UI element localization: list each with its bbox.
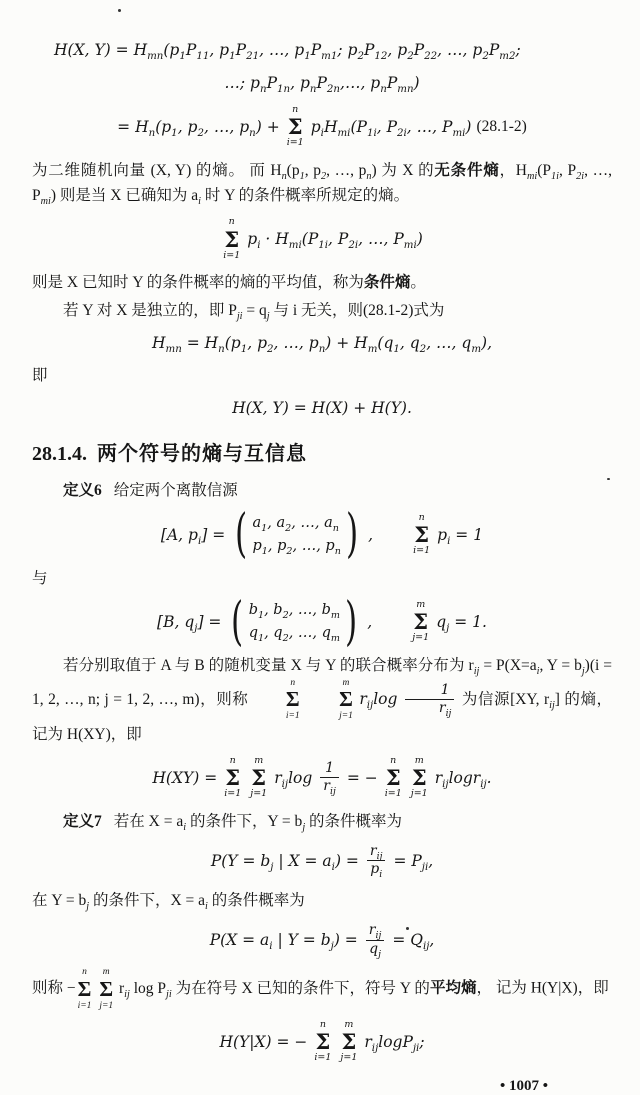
formula-text: [B, $q_j$] = [157,612,222,634]
fraction-denominator: $r_{ij}$ [405,699,455,718]
fraction [367,843,386,879]
fraction-denominator: $r_{ij}$ [320,777,339,796]
summation-symbol [411,756,428,800]
sum-lower-limit: i=1 [77,1000,92,1011]
right-paren: ) [345,504,359,565]
formula-text: H(X, Y) = H(X) + H(Y). [232,399,412,418]
sum-lower-limit: i=1 [223,249,241,261]
fraction [320,760,339,796]
sum-lower-limit: i=1 [224,788,242,800]
equation-source-B [32,591,612,652]
sum-lower-limit: j=1 [410,788,428,800]
text-segment: 若在 $X = a_i$ 的条件下，$Y = b_j$ 的条件概率为 [113,812,403,833]
paragraph-average-entropy [32,967,612,1011]
summation-symbol [340,1020,357,1064]
formula-text: $r_{ij}\log P_{ji}$; [364,1032,425,1054]
summation-symbol [78,967,92,1011]
formula-text: $q_j = 1$. [436,612,487,634]
sigma-glyph: Σ [339,687,353,712]
sigma-glyph: Σ [77,976,92,1001]
text-segment: 若 Y 对 X 是独立的，即 $P_{ji} = q_j$ 与 i 无关，则(28.1-2)式为 [63,302,445,323]
paragraph-and [32,566,612,591]
sigma-glyph: Σ [224,226,240,252]
matrix-rows [251,515,341,557]
fraction-numerator: $r_{ij}$ [368,922,382,941]
equation-number: (28.1-2) [476,117,527,135]
sigma-glyph: Σ [315,1029,331,1055]
matrix-rows [248,602,341,645]
sum-lower-limit: j=1 [412,632,430,644]
sum-upper-limit: m [414,754,424,766]
sum-lower-limit: i=1 [314,1052,332,1064]
sigma-glyph: Σ [385,765,401,791]
section-heading [32,437,612,466]
sigma-glyph: Σ [225,765,241,791]
bold-term-unconditional-entropy: 无条件熵 [434,161,500,179]
formula-text: = $H_n(p_1$, $p_2$, …, $p_n$) + [117,117,280,140]
equation-conditional-prob-Y-given-X [32,843,612,879]
paragraph-namely [32,363,612,388]
summation-symbol [287,105,304,149]
formula-text: [A, $p_i$] = [160,525,226,547]
formula-text: $H_{mn} = H_n(p_1$, $p_2$, …, $p_n) + H_m(q_1$, $q_2$, …, $q_m$), [151,334,493,356]
scan-speck [607,478,610,480]
fraction-denominator: $q_j$ [366,940,384,959]
sum-lower-limit: j=1 [99,1000,114,1011]
sum-upper-limit: n [390,754,397,766]
matrix-row-probabilities: $p_1$, $p_2$, …, $p_n$ [252,538,341,557]
summation-symbol [385,756,402,800]
text-segment: 给定两个离散信源 [113,482,238,500]
bold-term-conditional-entropy: 条件熵 [363,273,411,291]
formula-text: $r_{ij}\log$ [359,689,398,711]
section-number: 28.1.4. [32,443,87,466]
scan-speck [118,9,121,12]
formula-text: $r_{ij}\log r_{ij}$. [434,768,492,791]
section-title: 两个符号的熵与互信息 [97,443,307,466]
summation-symbol [412,600,429,644]
fraction [366,922,385,958]
formula-text: = $P_{ji}$, [393,851,434,874]
formula-text: $r_{ij}\log$ [274,768,313,791]
equation-28-1-2-block [32,37,612,149]
equation-additivity [32,395,612,421]
right-paren: ) [345,591,358,652]
sum-lower-limit: j=1 [250,788,268,800]
text-segment: 若分别取值于 A 与 B 的随机变量 X 与 Y 的联合概率分布为 $r_{ij} = P(X=a_i$, $Y = b_j)(i = 1$, 2, …, n; j = 1, 2, …, m)，则称 [32,656,613,708]
page-number [32,1078,612,1095]
text-segment: 则称 − [32,979,76,997]
paragraph-conditional-prob-X [32,888,612,913]
sigma-glyph: Σ [341,1029,357,1055]
equation-line [32,37,612,63]
formula-text: , [368,525,374,544]
sum-upper-limit: n [292,104,299,115]
equation-joint-entropy [32,756,612,800]
sum-upper-limit: n [319,1018,326,1030]
sum-upper-limit: n [229,754,236,766]
equation-conditional-entropy-average [32,217,612,261]
sum-upper-limit: m [102,967,110,978]
text-segment: ，$H_{mi}(P_{1i}$, $P_{2i}$, …, $P_{mi}$) 则是当 X 已确知为 $a_i$ 时 Y 的条件概率所规定的熵。 [32,161,612,208]
text-segment: 为二维随机向量 (X, Y) 的熵。 而 $H_n(p_1$, $p_2$, …, $p_n$) 为 X 的 [32,161,435,182]
formula-text: $P(X = a_i$ | $Y = b_j$) = [209,931,358,953]
fraction-numerator: 1 [325,759,334,776]
paragraph-independence [32,298,612,323]
summation-symbol [255,678,300,722]
text-segment: 在 $Y = b_j$ 的条件下，$X = a_i$ 的条件概率为 [32,891,305,913]
equation-conditional-entropy [32,1020,612,1064]
fraction-numerator: $r_{ij}$ [369,842,383,862]
matrix-row-symbols: $a_1$, $a_2$, …, $a_n$ [252,515,339,534]
formula-text: $p_i \cdot H_{mi}(P_{1i}$, $P_{2i}$, …, $P_{mi}$) [247,230,423,252]
text-segment: 。 [410,273,426,291]
equation-conditional-prob-X-given-Y [32,922,612,958]
fraction-denominator: $p_i$ [367,860,385,879]
sigma-glyph: Σ [99,976,114,1001]
equation-independent-sum [32,330,612,356]
text-segment: ， 记为 H(Y|X)，即 [476,979,609,997]
summation-symbol [223,217,240,261]
sum-upper-limit: n [418,511,425,523]
sum-upper-limit: n [82,967,87,978]
text-segment: $r_{ij}$ $\log P_{ji}$ 为在符号 X 已知的条件下，符号 Y 的 [119,979,430,1000]
definition-label: 定义6 [63,482,102,500]
bold-term-average-entropy: 平均熵 [429,979,477,997]
summation-symbol [224,756,241,800]
sum-lower-limit: j=1 [340,1052,358,1064]
sum-upper-limit: m [342,678,350,688]
sum-upper-limit: m [254,754,264,766]
definition-7 [32,809,612,834]
formula-text: H(XY) = [152,768,218,787]
definition-6 [32,478,612,503]
sum-upper-limit: n [228,216,235,228]
sum-upper-limit: m [344,1018,354,1030]
sum-upper-limit: n [290,678,296,688]
formula-text: , [367,612,373,631]
paragraph-conditional-entropy [32,270,612,295]
equation-line [32,105,612,149]
sigma-glyph: Σ [251,765,267,791]
equation-source-A [32,504,612,565]
paragraph-entropy-explanation [32,158,612,208]
text-segment: 与 [32,569,48,587]
summation-symbol [99,967,113,1011]
page-number-text: • 1007 • [499,1077,548,1094]
formula-text: H(X, $Y) = H_{mn}(p_1P_{11}$, $p_1P_{21}$, …, $p_1P_{m1}$; $p_2P_{12}$, $p_2P_{22}$, …, $p_2P_{m2}$; [54,41,521,63]
definition-label: 定义7 [63,812,102,830]
sigma-glyph: Σ [285,687,300,712]
fraction [405,682,455,718]
matrix-row-probabilities: $q_1$, $q_2$, …, $q_m$ [248,625,340,645]
summation-symbol [308,678,353,722]
source-matrix-B [227,591,361,652]
sum-lower-limit: i=1 [286,137,304,149]
sum-upper-limit: m [416,598,426,610]
text-segment: 为信源[XY, $r_{ij}$] 的熵，记为 H(XY)，即 [32,690,613,743]
left-paren: ( [235,504,248,565]
sigma-glyph: Σ [413,609,429,635]
source-matrix-A [231,504,362,565]
formula-text: = $Q_{ij}$, [392,931,435,953]
matrix-row-symbols: $b_1$, $b_2$, …, $b_m$ [248,602,340,622]
scan-speck [406,927,409,930]
sigma-glyph: Σ [414,522,430,547]
left-paren: ( [231,591,244,652]
summation-symbol [413,513,430,557]
sum-lower-limit: i=1 [384,788,402,800]
formula-text: …; $p_nP_{1n}$, $p_nP_{2n},\dots$, $p_nP_{mn}$) [224,74,420,96]
paragraph-joint-distribution [32,653,612,747]
text-segment: 则是 X 已知时 Y 的条件概率的熵的平均值，称为 [32,273,364,291]
text-segment: 即 [32,367,48,385]
summation-symbol [314,1020,331,1064]
sigma-glyph: Σ [411,765,427,791]
formula-text: H(Y|X) = − [219,1032,308,1051]
formula-text: $p_iH_{mi}(P_{1i}$, $P_{2i}$, …, $P_{mi}$) [310,117,472,140]
sum-lower-limit: j=1 [339,711,353,722]
equation-line [32,70,612,96]
summation-symbol [250,756,267,800]
formula-text: = − [346,768,378,787]
fraction-numerator: 1 [440,681,450,698]
sum-lower-limit: i=1 [285,711,300,722]
sum-lower-limit: i=1 [413,545,431,556]
sigma-glyph: Σ [287,114,303,140]
formula-text: $P(Y = b_j$ | $X = a_i$) = [210,851,359,874]
formula-text: $p_i = 1$ [437,525,484,547]
